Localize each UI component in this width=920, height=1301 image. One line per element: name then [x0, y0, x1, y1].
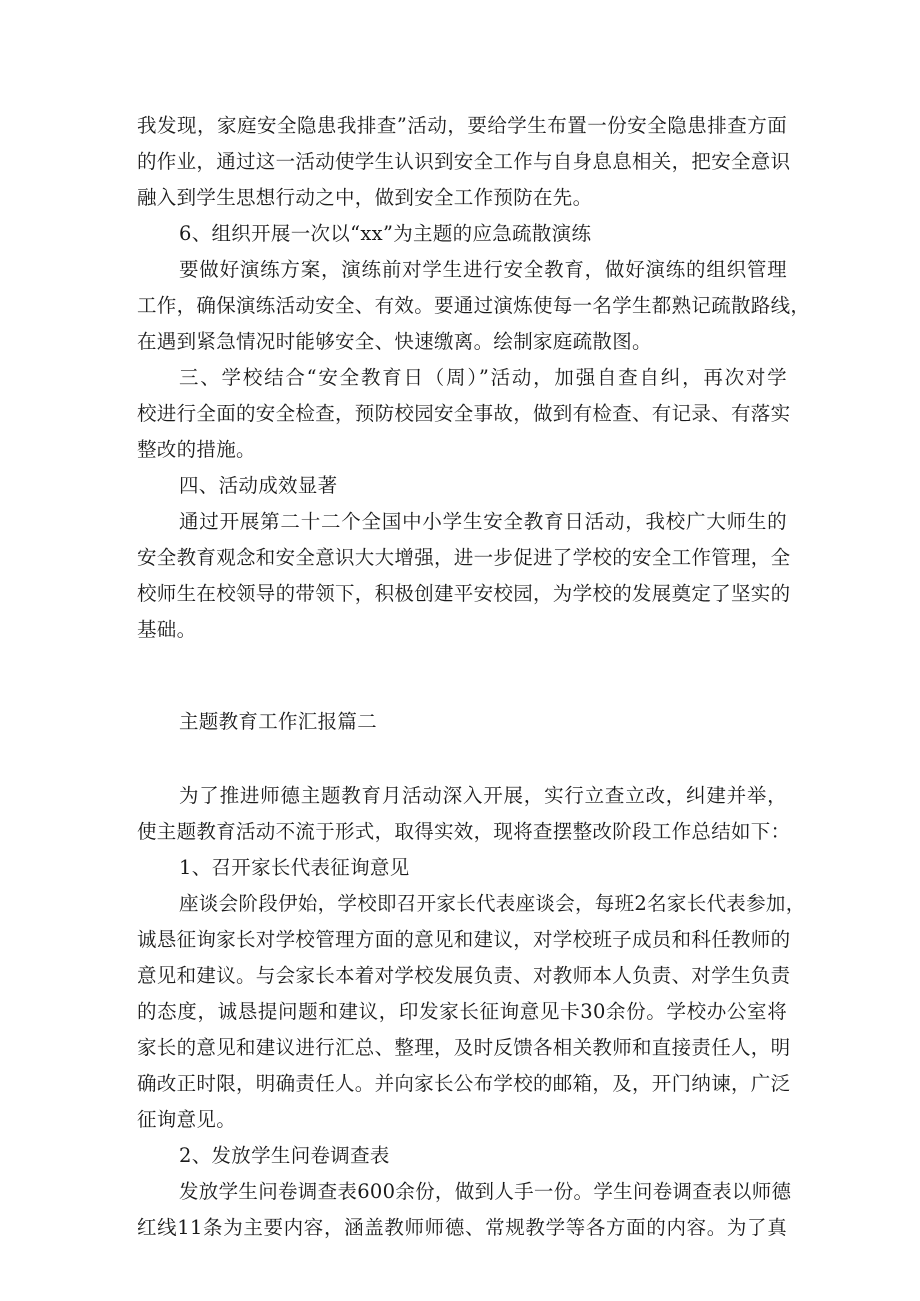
text-line: 校进行全面的安全检查，预防校园安全事故，做到有检查、有记录、有落实 — [137, 402, 791, 425]
text-line: 诚恳征询家长对学校管理方面的意见和建议，对学校班子成员和科任教师的 — [137, 928, 791, 951]
text-line: 工作，确保演练活动安全、有效。要通过演炼使每一名学生都熟记疏散路线， — [137, 294, 811, 317]
text-line: 家长的意见和建议进行汇总、整理，及时反馈各相关教师和直接责任人，明 — [137, 1036, 791, 1059]
text-line: 的态度，诚恳提问题和建议，印发家长征询意见卡30余份。学校办公室将 — [137, 1000, 787, 1023]
text-line: 使主题教育活动不流于形式，取得实效，现将查摆整改阶段工作总结如下： — [137, 820, 791, 843]
item-2-paragraph — [137, 1174, 792, 1246]
text-line: 发放学生问卷调查表600余份，做到人手一份。学生问卷调查表以师德 — [179, 1180, 792, 1203]
text-line: 整改的措施。 — [137, 438, 256, 461]
text-line: 确改正时限，明确责任人。并向家长公布学校的邮箱，及，开门纳谏，广泛 — [137, 1072, 791, 1095]
section-2-title: 主题教育工作汇报篇二 — [179, 710, 378, 733]
text-line: 为了推进师德主题教育月活动深入开展，实行立查立改，纠建并举， — [179, 784, 787, 807]
text-line: 在遇到紧急情况时能够安全、快速缴离。绘制家庭疏散图。 — [137, 330, 652, 353]
part-4-paragraph — [137, 504, 791, 648]
paragraph-continuation — [137, 108, 791, 216]
text-line: 红线11条为主要内容，涵盖教师师德、常规教学等各方面的内容。为了真 — [137, 1216, 787, 1239]
part-3-paragraph — [137, 360, 791, 468]
text-line: 安全教育观念和安全意识大大增强，进一步促进了学校的安全工作管理，全 — [137, 546, 791, 569]
section-2-intro — [137, 778, 791, 850]
text-line: 意见和建议。与会家长本着对学校发展负责、对教师本人负责、对学生负责 — [137, 964, 791, 987]
document-body — [137, 108, 811, 1246]
spacer — [137, 648, 787, 704]
text-line: 三、学校结合“安全教育日（周）”活动，加强自查自纠，再次对学 — [179, 366, 787, 389]
text-line: 要做好演练方案，演练前对学生进行安全教育，做好演练的组织管理 — [179, 258, 787, 281]
text-line: 通过开展第二十二个全国中小学生安全教育日活动，我校广大师生的 — [179, 510, 787, 533]
part-4-heading: 四、活动成效显著 — [179, 474, 338, 497]
text-line: 基础。 — [137, 618, 197, 641]
text-line: 校师生在校领导的带领下，积极创建平安校园，为学校的发展奠定了坚实的 — [137, 582, 791, 605]
item-1-paragraph — [137, 886, 806, 1138]
text-line: 的作业，通过这一活动使学生认识到安全工作与自身息息相关，把安全意识 — [137, 150, 791, 173]
text-line: 我发现，家庭安全隐患我排查”活动，要给学生布置一份安全隐患排查方面 — [137, 114, 787, 137]
text-line: 征询意见。 — [137, 1108, 237, 1131]
item-1-heading: 1、召开家长代表征询意见 — [179, 856, 410, 879]
spacer — [137, 740, 787, 778]
text-line: 融入到学生思想行动之中，做到安全工作预防在先。 — [137, 186, 593, 209]
item-6-heading: 6、组织开展一次以“xx”为主题的应急疏散演练 — [179, 222, 592, 245]
text-line: 座谈会阶段伊始，学校即召开家长代表座谈会，每班2名家长代表参加， — [179, 892, 806, 915]
item-6-paragraph — [137, 252, 811, 360]
item-2-heading: 2、发放学生问卷调查表 — [179, 1144, 390, 1167]
